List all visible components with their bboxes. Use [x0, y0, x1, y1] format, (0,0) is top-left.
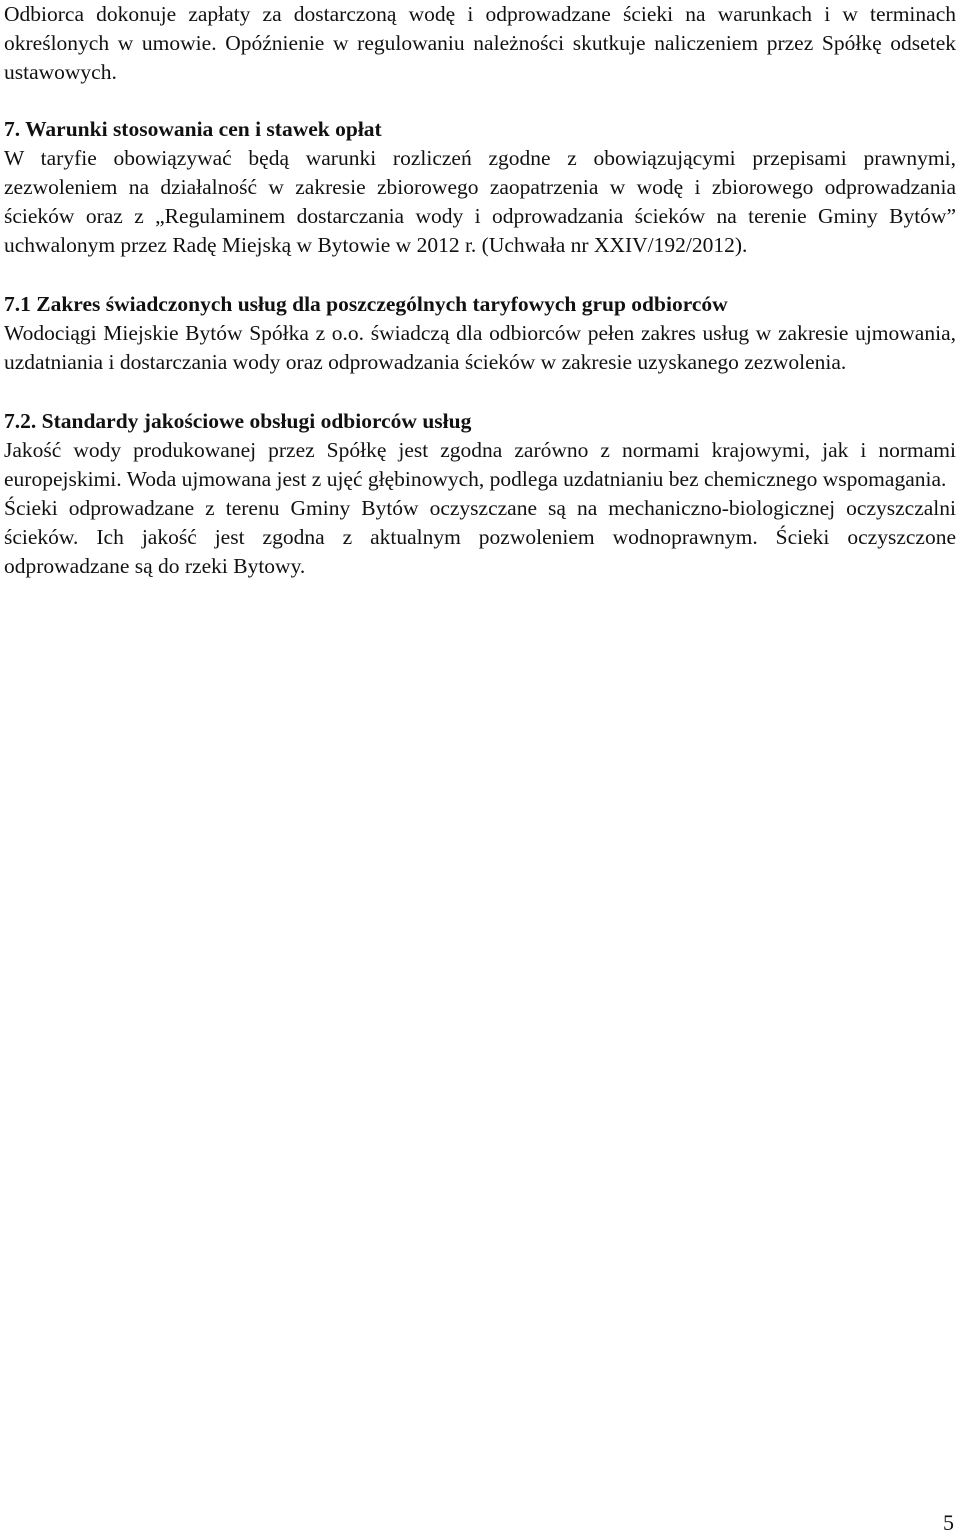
section-7-2-heading: 7.2. Standardy jakościowe obsługi odbiorców usług [4, 409, 472, 433]
section-7-paragraph: W taryfie obowiązywać będą warunki rozliczeń zgodne z obowiązującymi przepisami prawnymi, zezwoleniem na działalność w zakresie zbiorowego zaopatrzenia w wodę i zbiorowego odprowadzania ścieków oraz z „Regulaminem dostarczania wody i odprowadzania ścieków na terenie Gminy Bytów” uchwalonym przez Radę Miejską w Bytowie w 2012 r. (Uchwała nr XXIV/192/2012). [4, 146, 956, 257]
section-7-heading: 7. Warunki stosowania cen i stawek opłat [4, 117, 382, 141]
section-7-2-paragraph-2: Ścieki odprowadzane z terenu Gminy Bytów oczyszczane są na mechaniczno-biologicznej oczyszczalni ścieków. Ich jakość jest zgodna z aktualnym pozwoleniem wodnoprawnym. Ścieki oczyszczone odprowadzane są do rzeki Bytowy. [4, 496, 956, 578]
intro-paragraph: Odbiorca dokonuje zapłaty za dostarczoną wodę i odprowadzane ścieki na warunkach i w terminach określonych w umowie. Opóźnienie w regulowaniu należności skutkuje naliczeniem przez Spółkę odsetek ustawowych. [4, 2, 956, 84]
page-number: 5 [943, 1510, 954, 1535]
section-7-1-heading: 7.1 Zakres świadczonych usług dla poszczególnych taryfowych grup odbiorców [4, 292, 728, 316]
section-7-2-paragraph-1: Jakość wody produkowanej przez Spółkę jest zgodna zarówno z normami krajowymi, jak i normami europejskimi. Woda ujmowana jest z ujęć głębinowych, podlega uzdatnianiu bez chemicznego wspomagania. [4, 438, 956, 491]
section-7-1-paragraph: Wodociągi Miejskie Bytów Spółka z o.o. świadczą dla odbiorców pełen zakres usług w zakresie ujmowania, uzdatniania i dostarczania wody oraz odprowadzania ścieków w zakresie uzyskanego zezwolenia. [4, 321, 956, 374]
document-page [4, 0, 956, 581]
